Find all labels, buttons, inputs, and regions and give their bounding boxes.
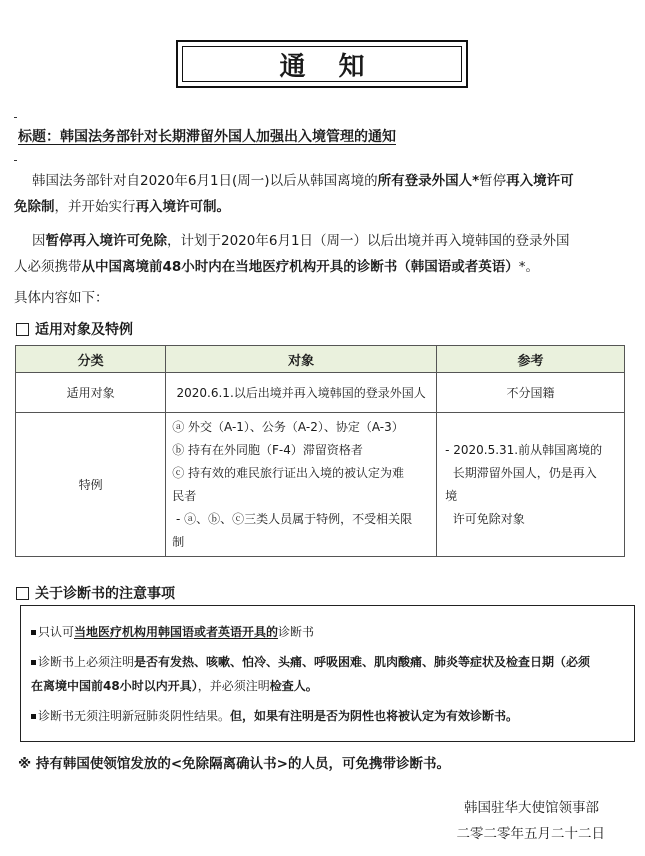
exception-line: 制 <box>172 534 185 549</box>
text-span: ，并开始实行 <box>54 199 136 215</box>
applicable-targets-table <box>15 345 625 557</box>
decorative-mark <box>14 117 17 118</box>
text-span: *。 <box>518 259 540 275</box>
bold-span: 但，如果有注明是否为阴性也将被认定为有效诊断书。 <box>230 709 519 723</box>
bullet-icon <box>31 630 36 635</box>
section-heading-text: 关于诊断书的注意事项 <box>35 586 175 602</box>
underlined-span: 当地医疗机构用韩国语或者英语开具的 <box>74 625 279 639</box>
table-cell: 适用对象 <box>16 373 166 413</box>
list-item <box>31 620 624 644</box>
bullet-icon <box>31 660 36 665</box>
column-header: 参考 <box>437 346 625 373</box>
text-span: 暂停 <box>479 173 507 189</box>
text-span: ，计划于2020年6月1日（周一）以后出境并再入境韩国的登录外国 <box>167 233 570 249</box>
text-span: 韩国法务部针对自2020年6月1日(周一)以后从韩国离境的 <box>32 173 378 189</box>
text-span: 只认可 <box>38 625 75 639</box>
section-heading-applicable <box>16 319 133 339</box>
bold-span: 检查人。 <box>269 679 318 693</box>
notice-title: 通 知 <box>182 46 462 82</box>
paragraph-1 <box>14 168 626 220</box>
list-item <box>31 704 624 728</box>
column-header: 分类 <box>16 346 166 373</box>
table-row <box>16 413 625 557</box>
reference-line: 许可免除对象 <box>445 511 525 526</box>
text-span: 诊断书无须注明新冠肺炎阴性结果。 <box>38 709 231 723</box>
notice-title-box <box>176 40 468 88</box>
exception-line: ⓒ 持有效的难民旅行证出入境的被认定为难 <box>172 465 405 480</box>
bold-span: 是否有发热、咳嗽、怕冷、头痛、呼吸困难、肌肉酸痛、肺炎等症状及检查日期（必须 <box>134 655 591 669</box>
exception-line: ⓐ 外交（A-1）、公务（A-2）、协定（A-3） <box>172 419 404 434</box>
checkbox-square-icon <box>16 323 29 336</box>
bold-span: 免除制 <box>14 199 55 215</box>
text-span: 诊断书 <box>278 625 315 639</box>
exception-line: 民者 <box>172 488 197 503</box>
reference-line: 长期滞留外国人，仍是再入 <box>445 465 597 480</box>
section-heading-diagnosis <box>16 583 175 603</box>
footnote: ※ 持有韩国使领馆发放的<免除隔离确认书>的人员，可免携带诊断书。 <box>18 756 450 772</box>
text-span: 诊断书上必须注明 <box>38 655 135 669</box>
table-cell-reference <box>437 413 625 557</box>
notice-subject: 标题：韩国法务部针对长期滞留外国人加强出入境管理的通知 <box>18 129 396 145</box>
reference-line: - 2020.5.31.前从韩国离境的 <box>445 442 603 457</box>
table-cell: 不分国籍 <box>437 373 625 413</box>
table-cell: 2020.6.1.以后出境并再入境韩国的登录外国人 <box>166 373 437 413</box>
exception-line: ⓑ 持有在外同胞（F-4）滞留资格者 <box>172 442 363 457</box>
reference-line: 境 <box>445 488 458 503</box>
bold-span: 在离境中国前48小时以内开具） <box>31 679 198 693</box>
text-span: 人必须携带 <box>14 259 82 275</box>
table-cell-exceptions <box>166 413 437 557</box>
signature-org: 韩国驻华大使馆领事部 <box>464 800 599 816</box>
signature-date: 二零二零年五月二十二日 <box>456 826 605 842</box>
bold-span: 从中国离境前48小时内在当地医疗机构开具的诊断书（韩国语或者英语） <box>81 259 519 275</box>
paragraph-2 <box>14 228 626 280</box>
bold-span: 再入境许可 <box>506 173 574 189</box>
table-row <box>16 373 625 413</box>
section-heading-text: 适用对象及特例 <box>35 322 133 338</box>
intro-text: 具体内容如下： <box>14 290 109 306</box>
bullet-icon <box>31 714 36 719</box>
table-cell: 特例 <box>16 413 166 557</box>
diagnosis-notes-box <box>20 605 635 742</box>
bold-span: 再入境许可制。 <box>135 199 230 215</box>
text-span: ，并必须注明 <box>197 679 270 693</box>
decorative-mark <box>14 160 17 161</box>
exception-line: - ⓐ、ⓑ、ⓒ三类人员属于特例，不受相关限 <box>172 511 413 526</box>
text-span: 因 <box>32 233 46 249</box>
bold-span: 所有登录外国人* <box>377 173 480 189</box>
bold-span: 暂停再入境许可免除 <box>45 233 167 249</box>
checkbox-square-icon <box>16 587 29 600</box>
list-item <box>31 650 624 698</box>
column-header: 对象 <box>166 346 437 373</box>
table-header-row <box>16 346 625 373</box>
